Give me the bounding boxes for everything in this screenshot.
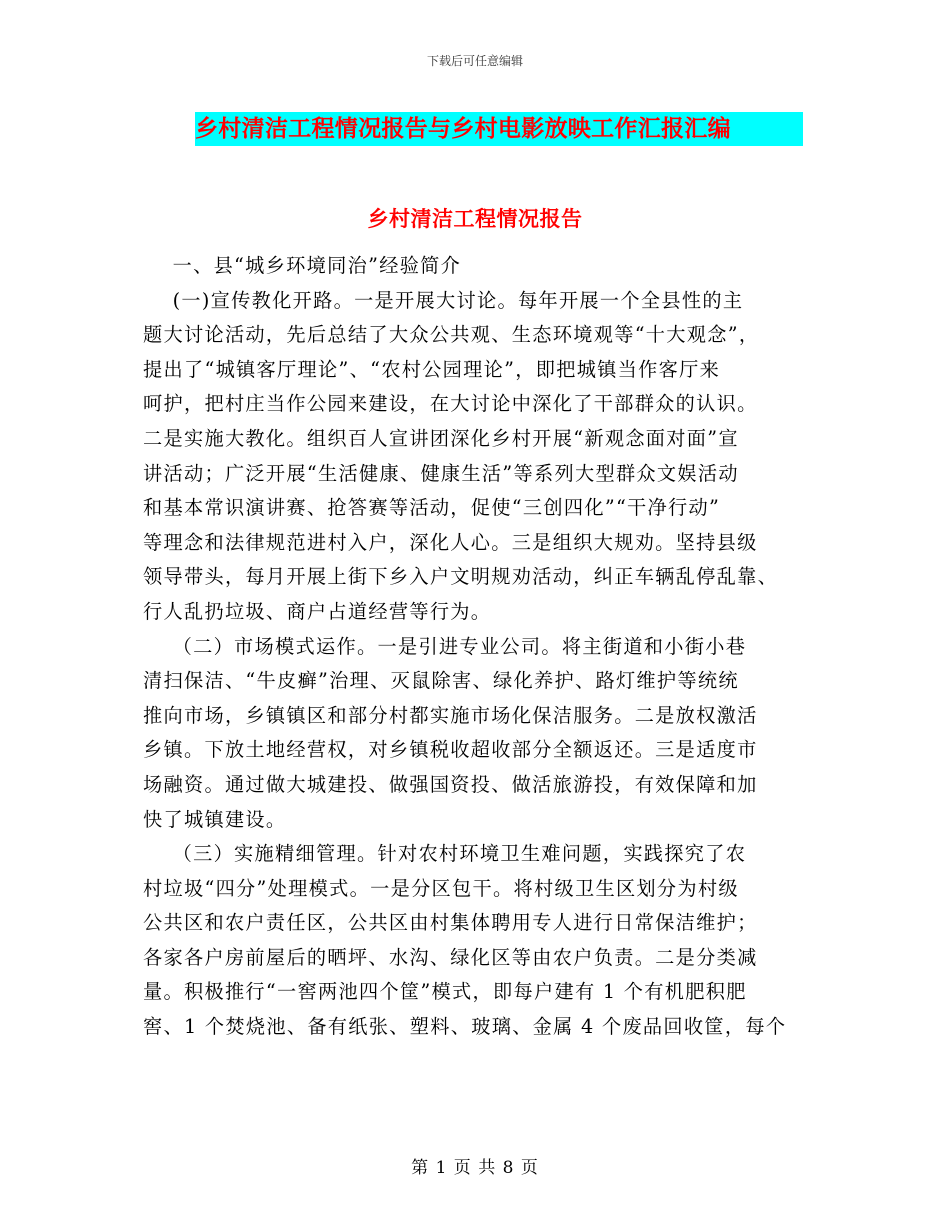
body-line: 题大讨论活动，先后总结了大众公共观、生态环境观等“十大观念”， bbox=[143, 323, 760, 347]
body-line: 和基本常识演讲赛、抢答赛等活动，促使“三创四化”“干净行动” bbox=[143, 496, 721, 520]
body-line: 呵护，把村庄当作公园来建设，在大讨论中深化了干部群众的认识。 bbox=[143, 392, 758, 416]
body-line: 量。积极推行“一窖两池四个筐”模式，即每户建有 1 个有机肥积肥 bbox=[143, 980, 747, 1004]
body-line: 二是实施大教化。组织百人宣讲团深化乡村开展“新观念面对面”宣 bbox=[143, 426, 739, 450]
body-line: 清扫保洁、“牛皮癣”治理、灭鼠除害、绿化养护、路灯维护等统统 bbox=[143, 669, 739, 693]
body-line: (一)宣传教化开路。一是开展大讨论。每年开展一个全县性的主 bbox=[143, 288, 744, 312]
body-line: 行人乱扔垃圾、商户占道经营等行为。 bbox=[143, 599, 492, 623]
body-line: 窖、1 个焚烧池、备有纸张、塑料、玻璃、金属 4 个废品回收筐，每个 bbox=[143, 1015, 787, 1039]
section-title: 乡村清洁工程情况报告 bbox=[367, 206, 583, 231]
body-line: 公共区和农户责任区，公共区由村集体聘用专人进行日常保洁维护； bbox=[143, 911, 758, 935]
body-line: 各家各户房前屋后的晒坪、水沟、绿化区等由农户负责。二是分类减 bbox=[143, 945, 758, 969]
body-line: 推向市场，乡镇镇区和部分村都实施市场化保洁服务。二是放权激活 bbox=[143, 703, 758, 727]
page-header-note: 下载后可任意编辑 bbox=[426, 54, 523, 68]
document-body bbox=[143, 249, 803, 1045]
page-number-footer: 第 1 页 共 8 页 bbox=[411, 1158, 539, 1178]
body-line: 讲活动；广泛开展“生活健康、健康生活”等系列大型群众文娱活动 bbox=[143, 461, 739, 485]
body-line: 快了城镇建设。 bbox=[143, 807, 287, 831]
body-line: （三）实施精细管理。针对农村环境卫生难问题，实践探究了农 bbox=[143, 842, 747, 866]
document-title: 乡村清洁工程情况报告与乡村电影放映工作汇报汇编 bbox=[195, 115, 731, 142]
body-line: 一、县“城乡环境同治”经验简介 bbox=[143, 254, 462, 277]
body-line: 等理念和法律规范进村入户，深化人心。三是组织大规劝。坚持县级 bbox=[143, 530, 758, 554]
body-line: （二）市场模式运作。一是引进专业公司。将主街道和小街小巷 bbox=[143, 634, 747, 658]
body-line: 场融资。通过做大城建投、做强国资投、做活旅游投，有效保障和加 bbox=[143, 772, 758, 796]
body-line: 提出了“城镇客厅理论”、“农村公园理论”，即把城镇当作客厅来 bbox=[143, 357, 721, 381]
body-line: 乡镇。下放土地经营权，对乡镇税收超收部分全额返还。三是适度市 bbox=[143, 738, 758, 762]
body-line: 领导带头，每月开展上街下乡入户文明规劝活动，纠正车辆乱停乱靠、 bbox=[143, 565, 779, 589]
body-line: 村垃圾“四分”处理模式。一是分区包干。将村级卫生区划分为村级 bbox=[143, 876, 739, 900]
